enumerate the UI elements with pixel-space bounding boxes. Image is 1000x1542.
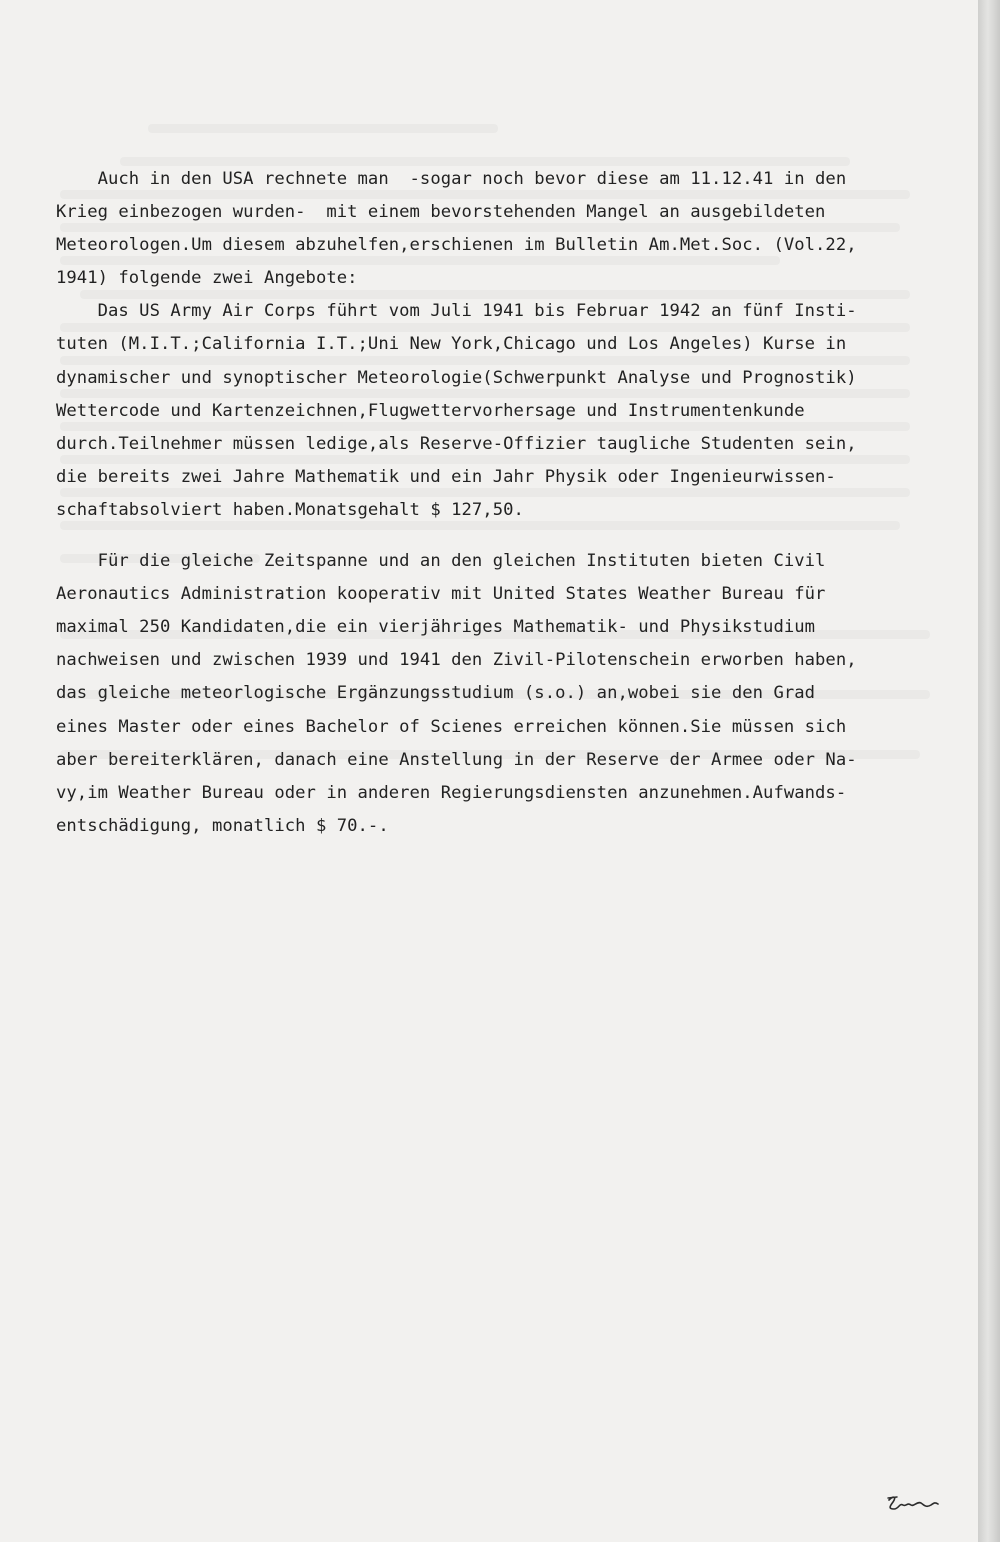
text-line: schaftabsolviert haben.Monatsgehalt $ 127,50.: [56, 499, 524, 520]
paragraph: [56, 163, 926, 295]
text-line: das gleiche meteorlogische Ergänzungsstudium (s.o.) an,wobei sie den Grad: [56, 683, 816, 704]
text-line: tuten (M.I.T.;California I.T.;Uni New York,Chicago und Los Angeles) Kurse in: [56, 334, 847, 355]
text-line: nachweisen und zwischen 1939 und 1941 den Zivil-Pilotenschein erworben haben,: [56, 650, 857, 671]
text-line: Krieg einbezogen wurden- mit einem bevorstehenden Mangel an ausgebildeten: [56, 202, 826, 223]
text-line: Auch in den USA rechnete man -sogar noch bevor diese am 11.12.41 in den: [56, 169, 847, 189]
paragraph: [56, 545, 926, 843]
text-line: vy,im Weather Bureau oder in anderen Regierungsdiensten anzunehmen.Aufwands-: [56, 782, 847, 803]
text-line: Meteorologen.Um diesem abzuhelfen,erschienen im Bulletin Am.Met.Soc. (Vol.22,: [56, 235, 857, 256]
ghost-heading: [148, 124, 498, 133]
text-line: dynamischer und synoptischer Meteorologie(Schwerpunkt Analyse und Prognostik): [56, 367, 857, 388]
text-line: Für die gleiche Zeitspanne und an den gleichen Instituten bieten Civil: [56, 551, 826, 572]
text-line: Das US Army Air Corps führt vom Juli 1941 bis Februar 1942 an fünf Insti-: [56, 301, 857, 322]
paragraph-gap: [56, 527, 926, 545]
document-body: [56, 163, 926, 843]
paragraph: [56, 295, 926, 527]
text-line: maximal 250 Kandidaten,die ein vierjähriges Mathematik- und Physikstudium: [56, 617, 816, 638]
text-line: entschädigung, monatlich $ 70.-.: [56, 815, 389, 836]
handwritten-initials-icon: [883, 1492, 943, 1516]
text-line: durch.Teilnehmer müssen ledige,als Reserve-Offizier taugliche Studenten sein,: [56, 433, 857, 454]
text-line: die bereits zwei Jahre Mathematik und ein Jahr Physik oder Ingenieurwissen-: [56, 466, 836, 487]
text-line: eines Master oder eines Bachelor of Scienes erreichen können.Sie müssen sich: [56, 716, 847, 737]
text-line: Aeronautics Administration kooperativ mit United States Weather Bureau für: [56, 584, 826, 605]
page-edge: [978, 0, 1000, 1542]
text-line: aber bereiterklären, danach eine Anstellung in der Reserve der Armee oder Na-: [56, 749, 857, 770]
text-line: Wettercode und Kartenzeichnen,Flugwettervorhersage und Instrumentenkunde: [56, 400, 805, 421]
text-line: 1941) folgende zwei Angebote:: [56, 268, 358, 289]
